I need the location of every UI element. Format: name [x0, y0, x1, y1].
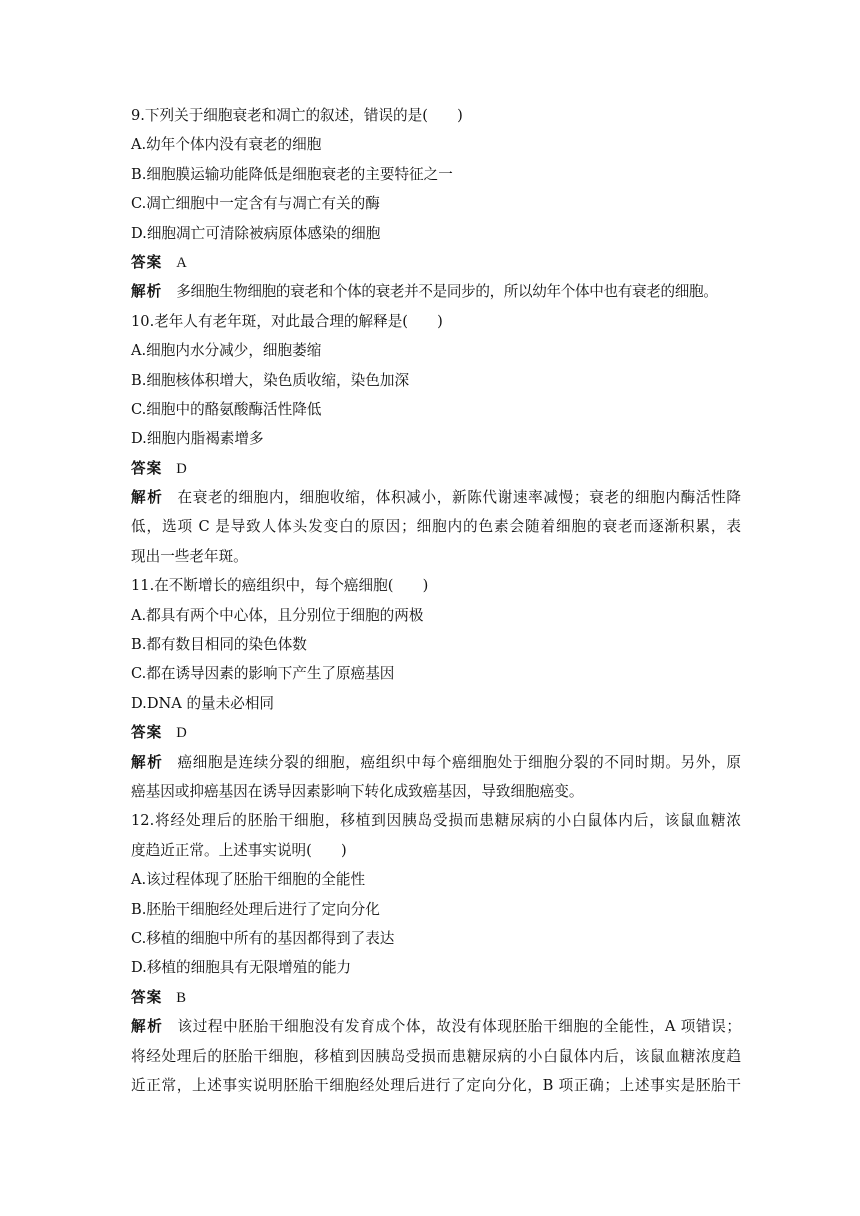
analysis-line: 将经处理后的胚胎干细胞，移植到因胰岛受损而患糖尿病的小白鼠体内后，该鼠血糖浓度趋: [131, 1047, 741, 1065]
option-b: B.都有数目相同的染色体数: [131, 636, 307, 654]
question-stem: 12.将经处理后的胚胎干细胞，移植到因胰岛受损而患糖尿病的小白鼠体内后，该鼠血糖浓: [131, 812, 741, 830]
analysis-text: 癌细胞是连续分裂的细胞，癌组织中每个癌细胞处于细胞分裂的不同时期。另外，原: [177, 753, 741, 771]
analysis-text: 在衰老的细胞内，细胞收缩，体积减小，新陈代谢速率减慢；衰老的细胞内酶活性降: [177, 489, 741, 507]
analysis-line: 癌基因或抑癌基因在诱导因素影响下转化成致癌基因，导致细胞癌变。: [131, 782, 584, 800]
analysis-line: [131, 748, 741, 777]
analysis-label: 解析: [131, 283, 163, 301]
document-page: [131, 101, 741, 1100]
analysis-label: 解析: [131, 753, 164, 771]
analysis-text: 多细胞生物细胞的衰老和个体的衰老并不是同步的，所以幼年个体中也有衰老的细胞。: [176, 283, 718, 301]
question-stem: 9.下列关于细胞衰老和凋亡的叙述，错误的是( ): [131, 107, 463, 124]
option-a: A.都具有两个中心体，且分别位于细胞的两极: [131, 606, 424, 624]
answer-value: D: [176, 725, 187, 742]
question-stem: 10.老年人有老年斑，对此最合理的解释是( ): [131, 312, 443, 330]
question-stem: 度趋近正常。上述事实说明( ): [131, 841, 347, 859]
option-c: C.凋亡细胞中一定含有与凋亡有关的酶: [131, 195, 380, 213]
answer-label: 答案: [131, 253, 163, 271]
answer-value: D: [176, 460, 187, 477]
question-12: [131, 806, 741, 1100]
answer-label: 答案: [131, 988, 163, 1006]
answer-value: A: [176, 254, 187, 271]
analysis-line: [131, 483, 741, 512]
analysis-line: 现出一些老年斑。: [131, 547, 248, 565]
option-a: A.该过程体现了胚胎干细胞的全能性: [131, 871, 366, 889]
question-stem: 11.在不断增长的癌组织中，每个癌细胞( ): [131, 577, 429, 595]
analysis-line: 近正常，上述事实说明胚胎干细胞经处理后进行了定向分化，B 项正确；上述事实是胚胎干: [131, 1076, 741, 1094]
option-b: B.细胞核体积增大，染色质收缩，染色加深: [131, 371, 410, 389]
answer-label: 答案: [131, 724, 163, 742]
option-c: C.移植的细胞中所有的基因都得到了表达: [131, 929, 395, 947]
analysis-text: 该过程中胚胎干细胞没有发育成个体，故没有体现胚胎干细胞的全能性，A 项错误；: [177, 1018, 741, 1036]
question-10: [131, 307, 741, 572]
analysis-label: 解析: [131, 489, 164, 507]
question-9: [131, 101, 741, 307]
option-c: C.都在诱导因素的影响下产生了原癌基因: [131, 665, 395, 683]
question-11: [131, 571, 741, 806]
option-d: D.DNA 的量未必相同: [131, 694, 275, 712]
option-a: A.幼年个体内没有衰老的细胞: [131, 136, 322, 154]
option-d: D.移植的细胞具有无限增殖的能力: [131, 959, 352, 977]
answer-line: [131, 983, 741, 1012]
option-b: B.胚胎干细胞经处理后进行了定向分化: [131, 900, 380, 918]
analysis-line: 低，选项 C 是导致人体头发变白的原因；细胞内的色素会随着细胞的衰老而逐渐积累，表: [131, 518, 741, 536]
analysis-label: 解析: [131, 1018, 164, 1036]
answer-label: 答案: [131, 459, 163, 477]
option-c: C.细胞中的酪氨酸酶活性降低: [131, 400, 322, 418]
analysis-line: [131, 277, 741, 306]
option-d: D.细胞内脂褐素增多: [131, 430, 264, 448]
option-a: A.细胞内水分减少，细胞萎缩: [131, 342, 322, 360]
analysis-line: [131, 1012, 741, 1041]
option-b: B.细胞膜运输功能降低是细胞衰老的主要特征之一: [131, 165, 453, 183]
answer-line: [131, 248, 741, 277]
answer-line: [131, 718, 741, 747]
answer-line: [131, 454, 741, 483]
answer-value: B: [176, 989, 186, 1006]
option-d: D.细胞凋亡可清除被病原体感染的细胞: [131, 224, 381, 242]
